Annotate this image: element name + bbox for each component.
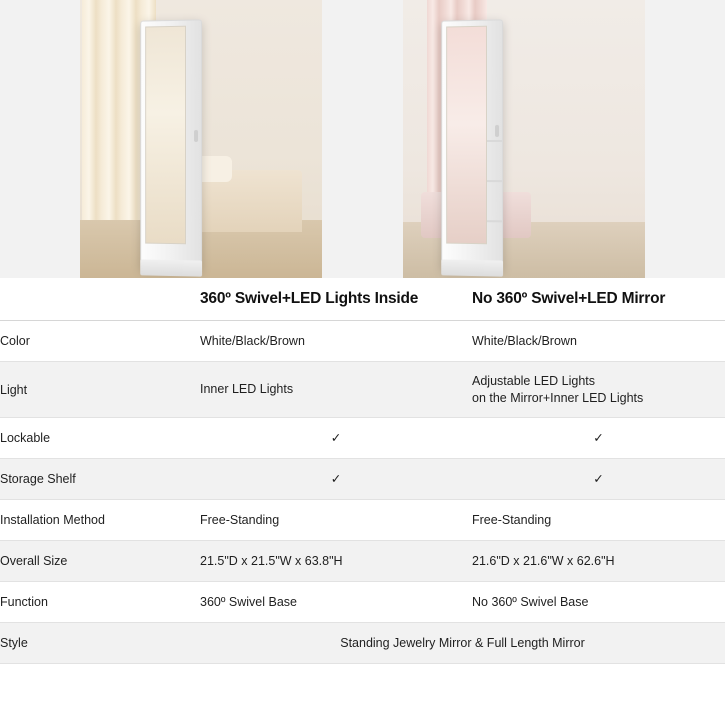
row-value-color-b: White/Black/Brown bbox=[472, 321, 725, 362]
row-value-color-a: White/Black/Brown bbox=[200, 321, 472, 362]
table-row bbox=[0, 582, 725, 623]
row-label-style: Style bbox=[0, 623, 200, 664]
table-row bbox=[0, 418, 725, 459]
table-row bbox=[0, 362, 725, 418]
mirror-cabinet-b bbox=[441, 19, 503, 270]
page-bottom-spacer bbox=[0, 664, 725, 711]
table-row bbox=[0, 459, 725, 500]
row-value-storage-shelf-b: ✓ bbox=[472, 459, 725, 500]
cabinet-base bbox=[441, 259, 503, 276]
row-label-lockable: Lockable bbox=[0, 418, 200, 459]
image-spacer-middle bbox=[322, 0, 402, 278]
product-a-image[interactable] bbox=[80, 0, 322, 278]
row-value-lockable-a: ✓ bbox=[200, 418, 472, 459]
row-value-style: Standing Jewelry Mirror & Full Length Mirror bbox=[200, 623, 725, 664]
table-row bbox=[0, 541, 725, 582]
cabinet-shelf bbox=[487, 220, 502, 222]
row-label-color: Color bbox=[0, 321, 200, 362]
product-b-title: No 360º Swivel+LED Mirror bbox=[472, 278, 725, 321]
row-label-function: Function bbox=[0, 582, 200, 623]
row-label-storage-shelf: Storage Shelf bbox=[0, 459, 200, 500]
row-value-installation-a: Free-Standing bbox=[200, 500, 472, 541]
cabinet-shelf bbox=[487, 140, 502, 142]
image-spacer-left bbox=[0, 0, 80, 278]
row-label-installation-method: Installation Method bbox=[0, 500, 200, 541]
table-header-row bbox=[0, 278, 725, 321]
cabinet-base bbox=[141, 259, 203, 276]
image-spacer-right bbox=[645, 0, 725, 278]
row-value-storage-shelf-a: ✓ bbox=[200, 459, 472, 500]
row-value-installation-b: Free-Standing bbox=[472, 500, 725, 541]
row-value-overall-size-b: 21.6"D x 21.6"W x 62.6"H bbox=[472, 541, 725, 582]
table-row bbox=[0, 321, 725, 362]
row-value-light-b-line2: on the Mirror+Inner LED Lights bbox=[472, 390, 644, 405]
row-label-light: Light bbox=[0, 362, 200, 418]
row-value-function-b: No 360º Swivel Base bbox=[472, 582, 725, 623]
cabinet-mirror bbox=[446, 26, 487, 245]
cabinet-knob bbox=[194, 130, 198, 142]
cabinet-mirror bbox=[146, 26, 187, 245]
product-images-row bbox=[0, 0, 725, 278]
header-empty-cell bbox=[0, 278, 200, 321]
row-value-light-b bbox=[472, 362, 725, 418]
table-row-style bbox=[0, 623, 725, 664]
product-b-image[interactable] bbox=[403, 0, 645, 278]
row-value-light-b-line1: Adjustable LED Lights bbox=[472, 373, 595, 388]
bedroom-scene-pink bbox=[403, 0, 645, 278]
row-value-light-a: Inner LED Lights bbox=[200, 362, 472, 418]
mirror-cabinet-a bbox=[141, 19, 203, 270]
comparison-table bbox=[0, 278, 725, 664]
row-value-overall-size-a: 21.5"D x 21.5"W x 63.8"H bbox=[200, 541, 472, 582]
row-value-function-a: 360º Swivel Base bbox=[200, 582, 472, 623]
product-a-title: 360º Swivel+LED Lights Inside bbox=[200, 278, 472, 321]
cabinet-knob bbox=[495, 125, 499, 137]
table-row bbox=[0, 500, 725, 541]
cabinet-shelf bbox=[487, 180, 502, 182]
row-label-overall-size: Overall Size bbox=[0, 541, 200, 582]
row-value-lockable-b: ✓ bbox=[472, 418, 725, 459]
